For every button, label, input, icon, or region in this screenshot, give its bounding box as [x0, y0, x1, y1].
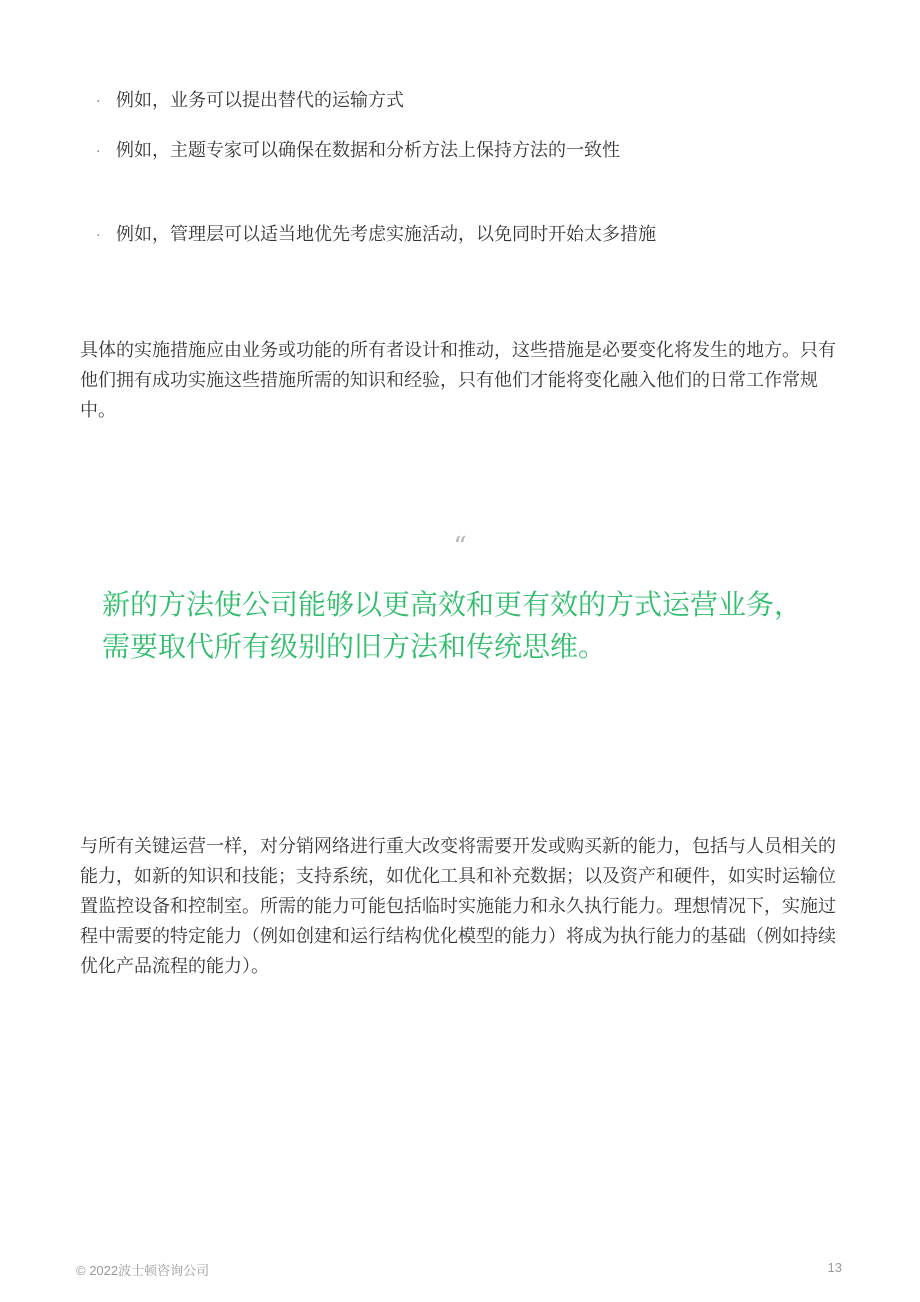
footer-copyright: © 2022波士顿咨询公司	[76, 1263, 210, 1278]
body-paragraph: 具体的实施措施应由业务或功能的所有者设计和推动，这些措施是必要变化将发生的地方。只有他们拥有成功实施这些措施所需的知识和经验，只有他们才能将变化融入他们的日常工作常规中。	[80, 340, 836, 421]
bullet-text: 例如，业务可以提出替代的运输方式	[116, 90, 404, 111]
page-number: 13	[827, 1260, 842, 1275]
bullet-text: 例如，主题专家可以确保在数据和分析方法上保持方法的一致性	[116, 140, 620, 161]
bullet-item	[96, 138, 620, 165]
bullet-dot-icon: ·	[96, 144, 101, 160]
body-paragraph: 与所有关键运营一样，对分销网络进行重大改变将需要开发或购买新的能力，包括与人员相关的能力，如新的知识和技能；支持系统，如优化工具和补充数据；以及资产和硬件，如实时运输位置监控设备和控制室。所需的能力可能包括临时实施能力和永久执行能力。理想情况下，实施过程中需要的特定能力（例如创建和运行结构优化模型的能力）将成为执行能力的基础（例如持续优化产品流程的能力）。	[80, 836, 836, 977]
quote-mark-icon: “	[453, 532, 467, 562]
bullet-dot-icon: ·	[96, 228, 101, 244]
bullet-text: 例如，管理层可以适当地优先考虑实施活动，以免同时开始太多措施	[116, 224, 656, 245]
bullet-item	[96, 222, 656, 249]
bullet-item	[96, 88, 404, 115]
pull-quote: 新的方法使公司能够以更高效和更有效的方式运营业务，需要取代所有级别的旧方法和传统思维。	[102, 588, 803, 663]
bullet-dot-icon: ·	[96, 94, 101, 110]
